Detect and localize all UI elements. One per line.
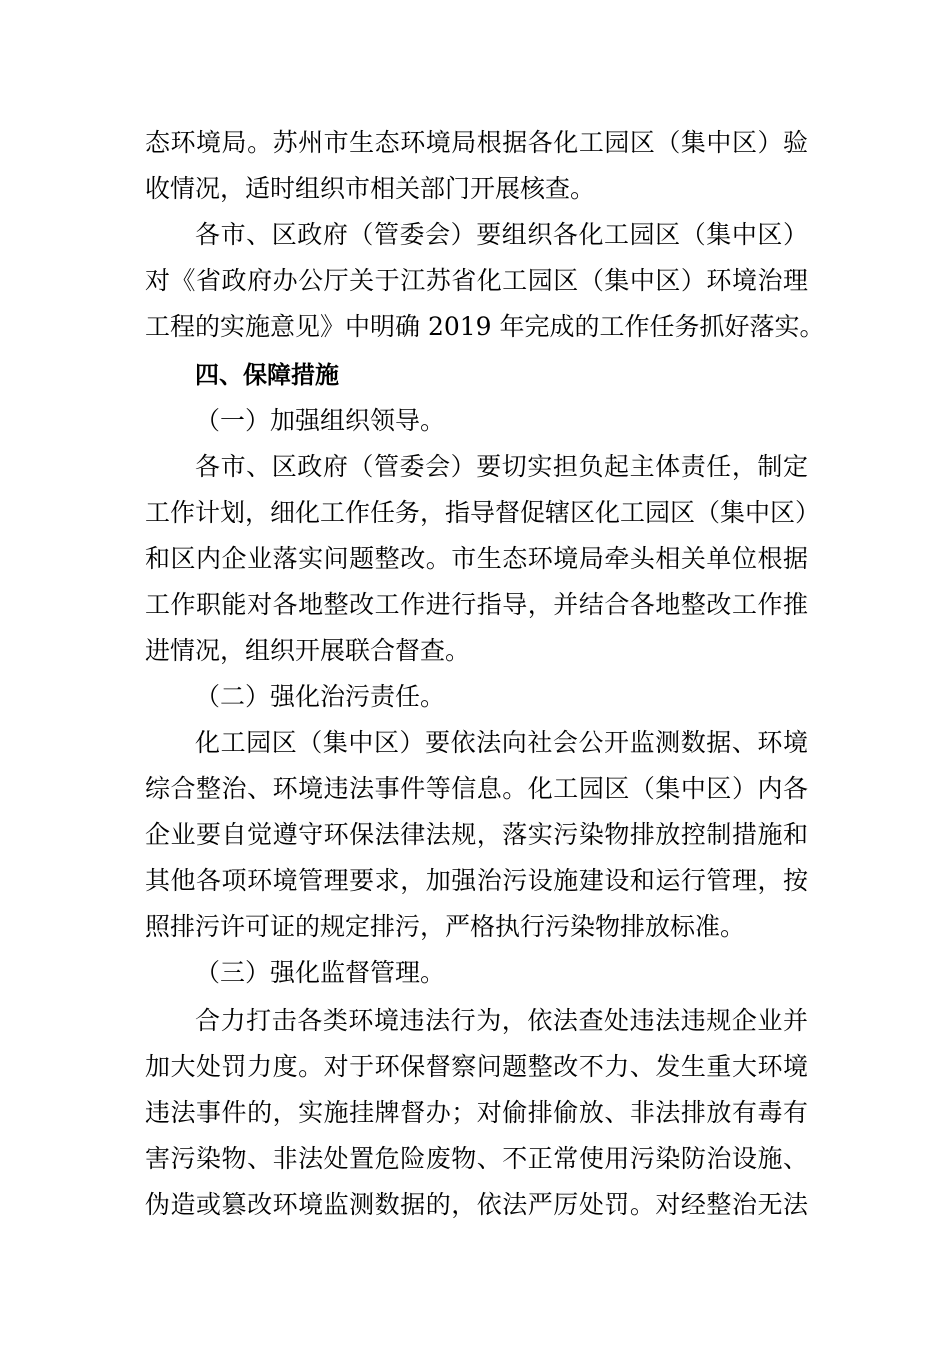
text-line: 害污染物、非法处置危险废物、不正常使用污染防治设施、 [145,1144,808,1173]
text-line: 对《省政府办公厅关于江苏省化工园区（集中区）环境治理 [145,266,808,295]
text-line: 工程的实施意见》中明确 2019 年完成的工作任务抓好落实。 [145,312,825,341]
text-line: 工作职能对各地整改工作进行指导，并结合各地整改工作推 [145,590,808,619]
text-line: 照排污许可证的规定排污，严格执行污染物排放标准。 [145,912,746,941]
text-line: 各市、区政府（管委会）要组织各化工园区（集中区） [195,220,808,249]
text-line: 收情况，适时组织市相关部门开展核查。 [145,174,596,203]
text-line: 态环境局。苏州市生态环境局根据各化工园区（集中区）验 [145,128,808,157]
text-line: 工作计划，细化工作任务，指导督促辖区化工园区（集中区） [145,498,821,527]
text-line: 进情况，组织开展联合督查。 [145,636,471,665]
text-line: 化工园区（集中区）要依法向社会公开监测数据、环境 [195,728,808,757]
text-line: 各市、区政府（管委会）要切实担负起主体责任，制定 [195,452,808,481]
text-line: 其他各项环境管理要求，加强治污设施建设和运行管理，按 [145,866,808,895]
text-line: 伪造或篡改环境监测数据的，依法严厉处罚。对经整治无法 [145,1190,808,1219]
text-line: 合力打击各类环境违法行为，依法查处违法违规企业并 [195,1006,808,1035]
text-line: 加大处罚力度。对于环保督察问题整改不力、发生重大环境 [145,1052,808,1081]
section-heading: 四、保障措施 [195,361,339,389]
text-line: 违法事件的，实施挂牌督办；对偷排偷放、非法排放有毒有 [145,1098,808,1127]
subsection-heading: （三）强化监督管理。 [195,958,446,987]
text-line: 和区内企业落实问题整改。市生态环境局牵头相关单位根据 [145,544,808,573]
text-line: 综合整治、环境违法事件等信息。化工园区（集中区）内各 [145,774,808,803]
subsection-heading: （一）加强组织领导。 [195,406,446,435]
subsection-heading: （二）强化治污责任。 [195,682,446,711]
text-line: 企业要自觉遵守环保法律法规，落实污染物排放控制措施和 [145,820,808,849]
